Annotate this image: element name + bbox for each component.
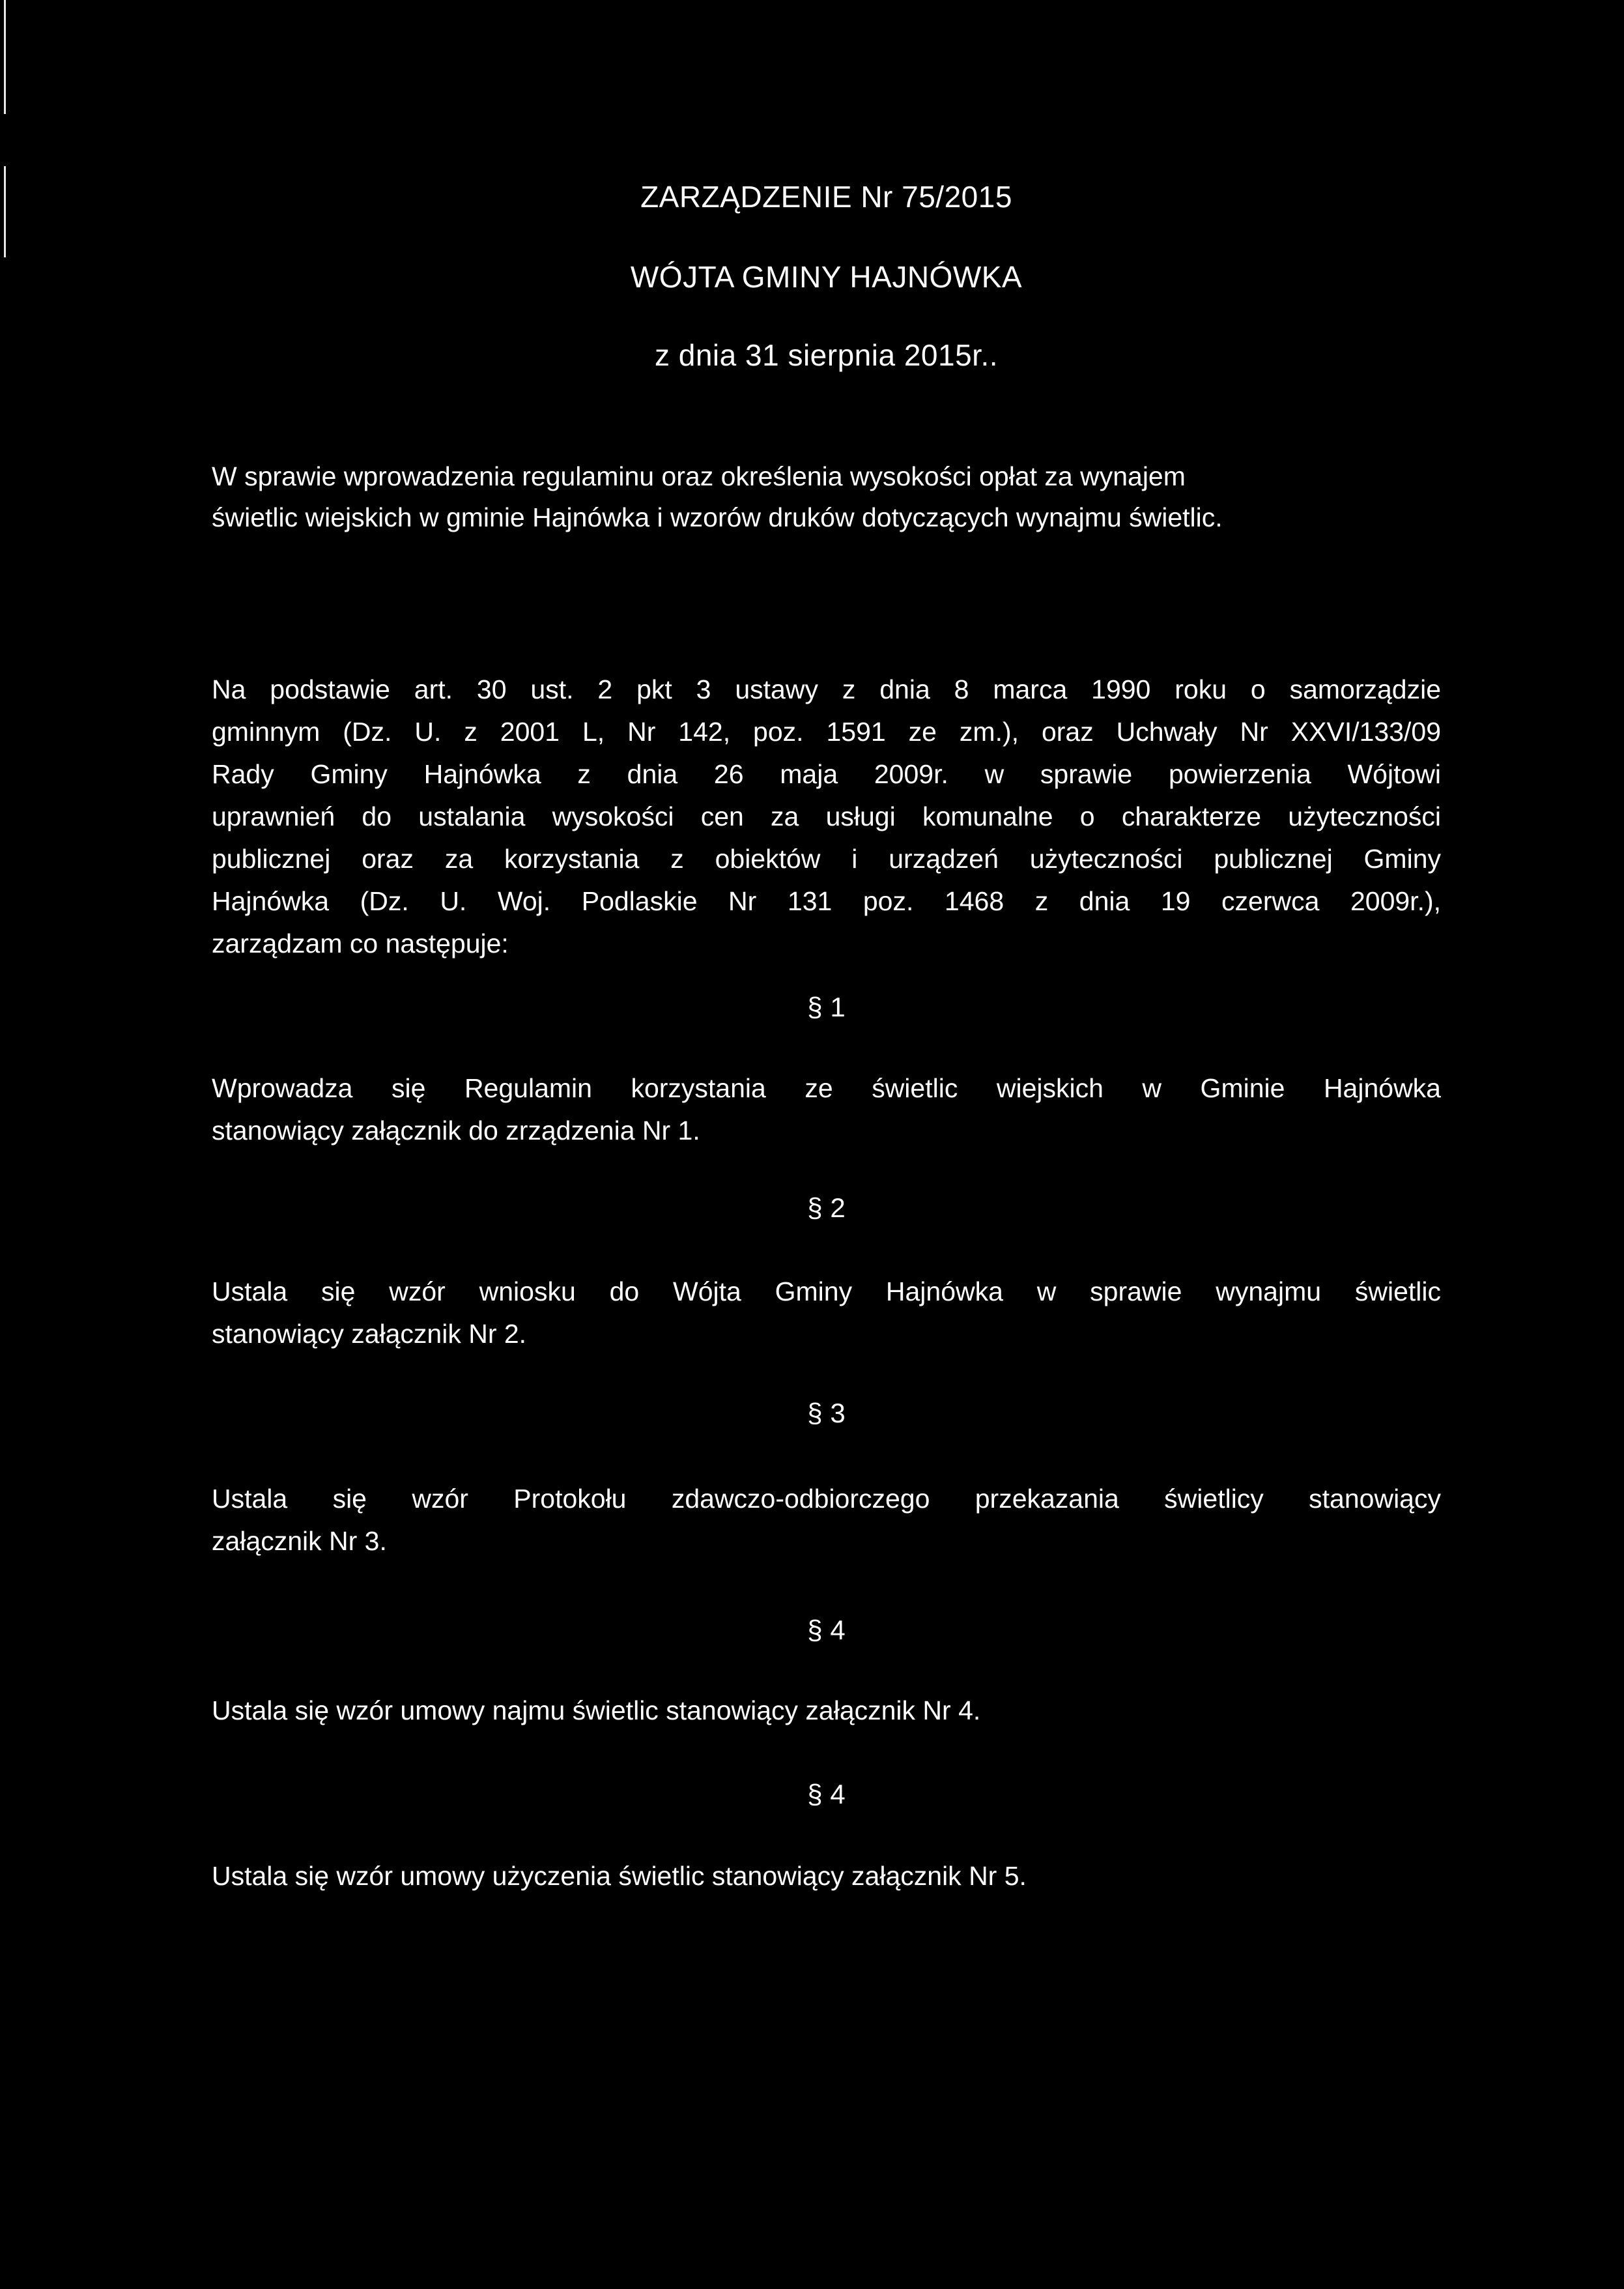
section-mark: § 3 [807,1398,846,1428]
legal-basis-line: Rady Gminy Hajnówka z dnia 26 maja 2009r. w sprawie powierzenia Wójtowi [212,759,1441,789]
document-title: ZARZĄDZENIE Nr 75/2015 [640,180,1012,214]
section-text [212,1271,1441,1355]
document-subject [212,456,1441,538]
section-line: załącznik Nr 3. [212,1526,387,1556]
subject-line: W sprawie wprowadzenia regulaminu oraz określenia wysokości opłat za wynajem [212,461,1186,491]
section-mark: § 4 [807,1779,846,1809]
section-line: Ustala się wzór wniosku do Wójta Gminy Hajnówka w sprawie wynajmu świetlic [212,1276,1441,1306]
legal-basis-line: publicznej oraz za korzystania z obiektów i urządzeń użyteczności publicznej Gminy [212,844,1441,874]
legal-basis-line: Hajnówka (Dz. U. Woj. Podlaskie Nr 131 poz. 1468 z dnia 19 czerwca 2009r.), [212,886,1441,916]
legal-basis-line: uprawnień do ustalania wysokości cen za usługi komunalne o charakterze użyteczności [212,801,1441,831]
legal-basis-line: zarządzam co następuje: [212,929,509,958]
section-mark: § 4 [807,1615,846,1645]
section-line: Ustala się wzór umowy najmu świetlic stanowiący załącznik Nr 4. [212,1695,981,1725]
section-text [212,1067,1441,1152]
scan-edge-line [4,166,6,257]
section-mark: § 2 [807,1192,846,1223]
section-line: Ustala się wzór Protokołu zdawczo-odbiorczego przekazania świetlicy stanowiący [212,1484,1441,1514]
document-authority: WÓJTA GMINY HAJNÓWKA [630,260,1023,294]
scan-edge-line [4,0,6,114]
section-line: Ustala się wzór umowy użyczenia świetlic stanowiący załącznik Nr 5. [212,1861,1027,1891]
document-date: z dnia 31 sierpnia 2015r.. [654,338,999,372]
section-line: stanowiący załącznik Nr 2. [212,1319,527,1349]
legal-basis-line: Na podstawie art. 30 ust. 2 pkt 3 ustawy z dnia 8 marca 1990 roku o samorządzie [212,674,1441,704]
section-line: stanowiący załącznik do zrządzenia Nr 1. [212,1116,700,1145]
section-line: Wprowadza się Regulamin korzystania ze świetlic wiejskich w Gminie Hajnówka [212,1073,1441,1103]
legal-basis-paragraph [212,669,1441,965]
subject-line: świetlic wiejskich w gminie Hajnówka i wzorów druków dotyczących wynajmu świetlic. [212,502,1223,532]
section-text [212,1478,1441,1562]
section-mark: § 1 [807,992,846,1022]
legal-basis-line: gminnym (Dz. U. z 2001 L, Nr 142, poz. 1591 ze zm.), oraz Uchwały Nr XXVI/133/09 [212,717,1441,747]
